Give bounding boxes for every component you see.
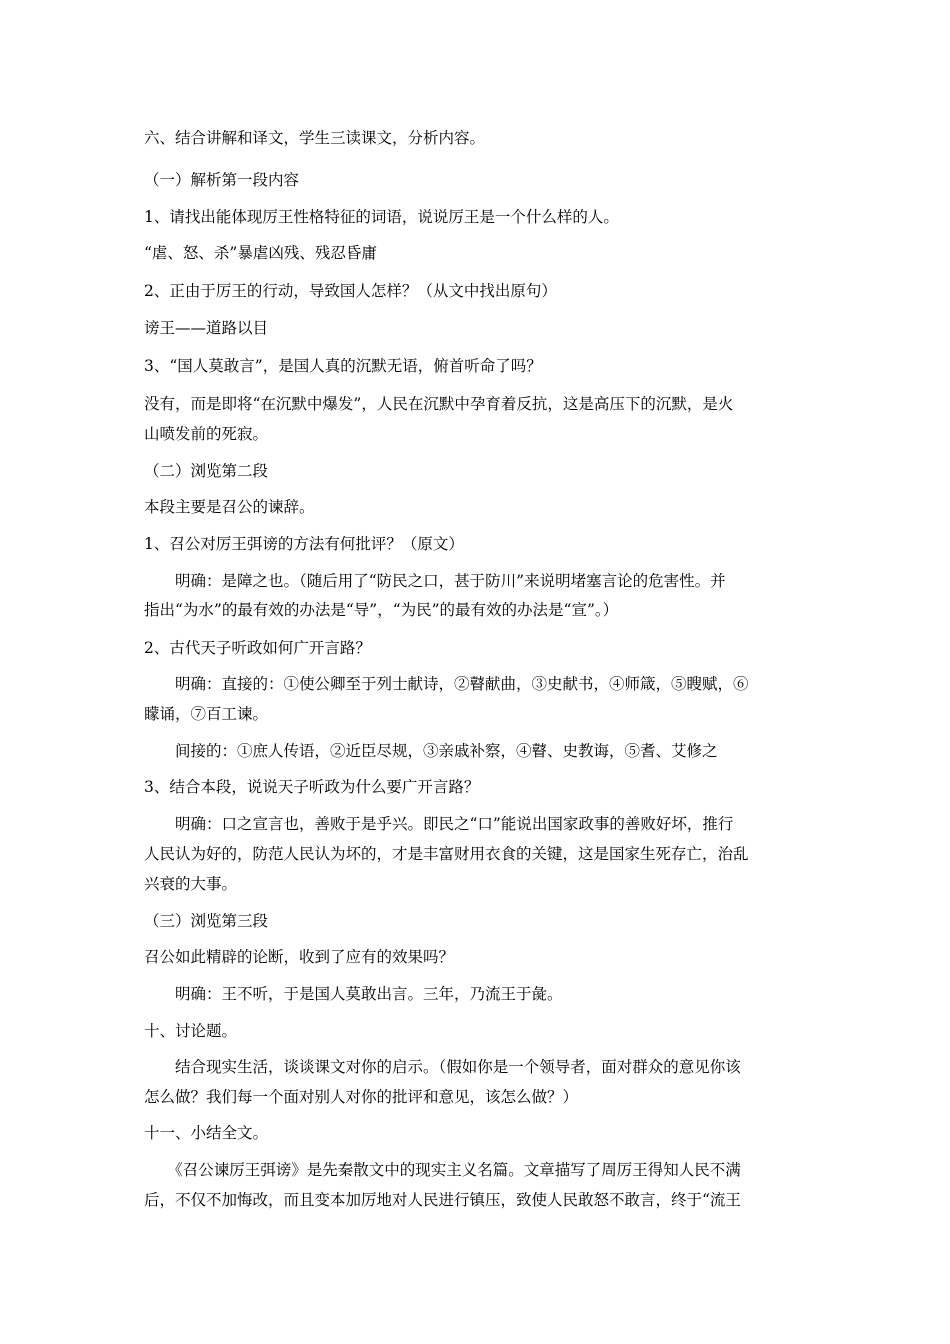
answer-2-3-line-2: 人民认为好的，防范人民认为坏的，才是丰富财用衣食的关键，这是国家生死存亡，治乱: [144, 845, 749, 863]
answer-2-3-line-1: 明确：口之宣言也，善败于是乎兴。即民之“口”能说出国家政事的善败好坏，推行: [144, 815, 734, 833]
answer-2: 谤王——道路以目: [144, 319, 269, 337]
subheading-part-2: （二）浏览第二段: [144, 462, 269, 480]
question-1: 1、请找出能体现厉王性格特征的词语，说说厉王是一个什么样的人。: [144, 208, 619, 226]
answer-3-line-2: 山喷发前的死寂。: [144, 425, 269, 443]
section-heading-6: 六、结合讲解和译文，学生三读课文，分析内容。: [144, 129, 486, 147]
answer-2-1-line-2: 指出“为水”的最有效的办法是“导”，“为民”的最有效的办法是“宣”。）: [144, 601, 619, 619]
question-3-1: 召公如此精辟的论断，收到了应有的效果吗？: [144, 948, 455, 966]
answer-2-2-line-2: 矇诵，⑦百工谏。: [144, 705, 269, 723]
paragraph-summary: 本段主要是召公的谏辞。: [144, 498, 315, 516]
question-2-2: 2、古代天子听政如何广开言路？: [144, 639, 371, 657]
answer-2-2-line-3: 间接的：①庶人传语，②近臣尽规，③亲戚补察，④瞽、史教诲，⑤耆、艾修之: [144, 742, 718, 760]
answer-2-3-line-3: 兴衰的大事。: [144, 875, 238, 893]
subheading-part-1: （一）解析第一段内容: [144, 171, 300, 189]
summary-line-1: 《召公谏厉王弭谤》是先秦散文中的现实主义名篇。文章描写了周厉王得知人民不满: [144, 1161, 741, 1179]
discussion-line-2: 怎么做？我们每一个面对别人对你的批评和意见，该怎么做？）: [144, 1088, 579, 1106]
answer-2-2-line-1: 明确：直接的：①使公卿至于列士献诗，②瞽献曲，③史献书，④师箴，⑤瞍赋，⑥: [144, 675, 749, 693]
answer-1: “虐、怒、杀”暴虐凶残、残忍昏庸: [144, 244, 377, 262]
subheading-part-3: （三）浏览第三段: [144, 912, 269, 930]
section-heading-11: 十一、小结全文。: [144, 1124, 269, 1142]
discussion-line-1: 结合现实生活，谈谈课文对你的启示。（假如你是一个领导者，面对群众的意见你该: [144, 1058, 741, 1076]
section-heading-10: 十、讨论题。: [144, 1022, 238, 1040]
question-2: 2、正由于厉王的行动，导致国人怎样？（从文中找出原句）: [144, 282, 557, 300]
answer-3-line-1: 没有，而是即将“在沉默中爆发”，人民在沉默中孕育着反抗，这是高压下的沉默，是火: [144, 395, 734, 413]
summary-line-2: 后，不仅不加悔改，而且变本加厉地对人民进行镇压，致使人民敢怒不敢言，终于“流王: [144, 1191, 741, 1209]
question-3: 3、“国人莫敢言”，是国人真的沉默无语，俯首听命了吗？: [144, 357, 542, 375]
answer-2-1-line-1: 明确：是障之也。（随后用了“防民之口，甚于防川”来说明堵塞言论的危害性。并: [144, 572, 726, 590]
question-2-3: 3、结合本段，说说天子听政为什么要广开言路？: [144, 778, 480, 796]
question-2-1: 1、召公对厉王弭谤的方法有何批评？（原文）: [144, 535, 464, 553]
answer-3-1: 明确：王不听，于是国人莫敢出言。三年，乃流王于彘。: [144, 985, 563, 1003]
